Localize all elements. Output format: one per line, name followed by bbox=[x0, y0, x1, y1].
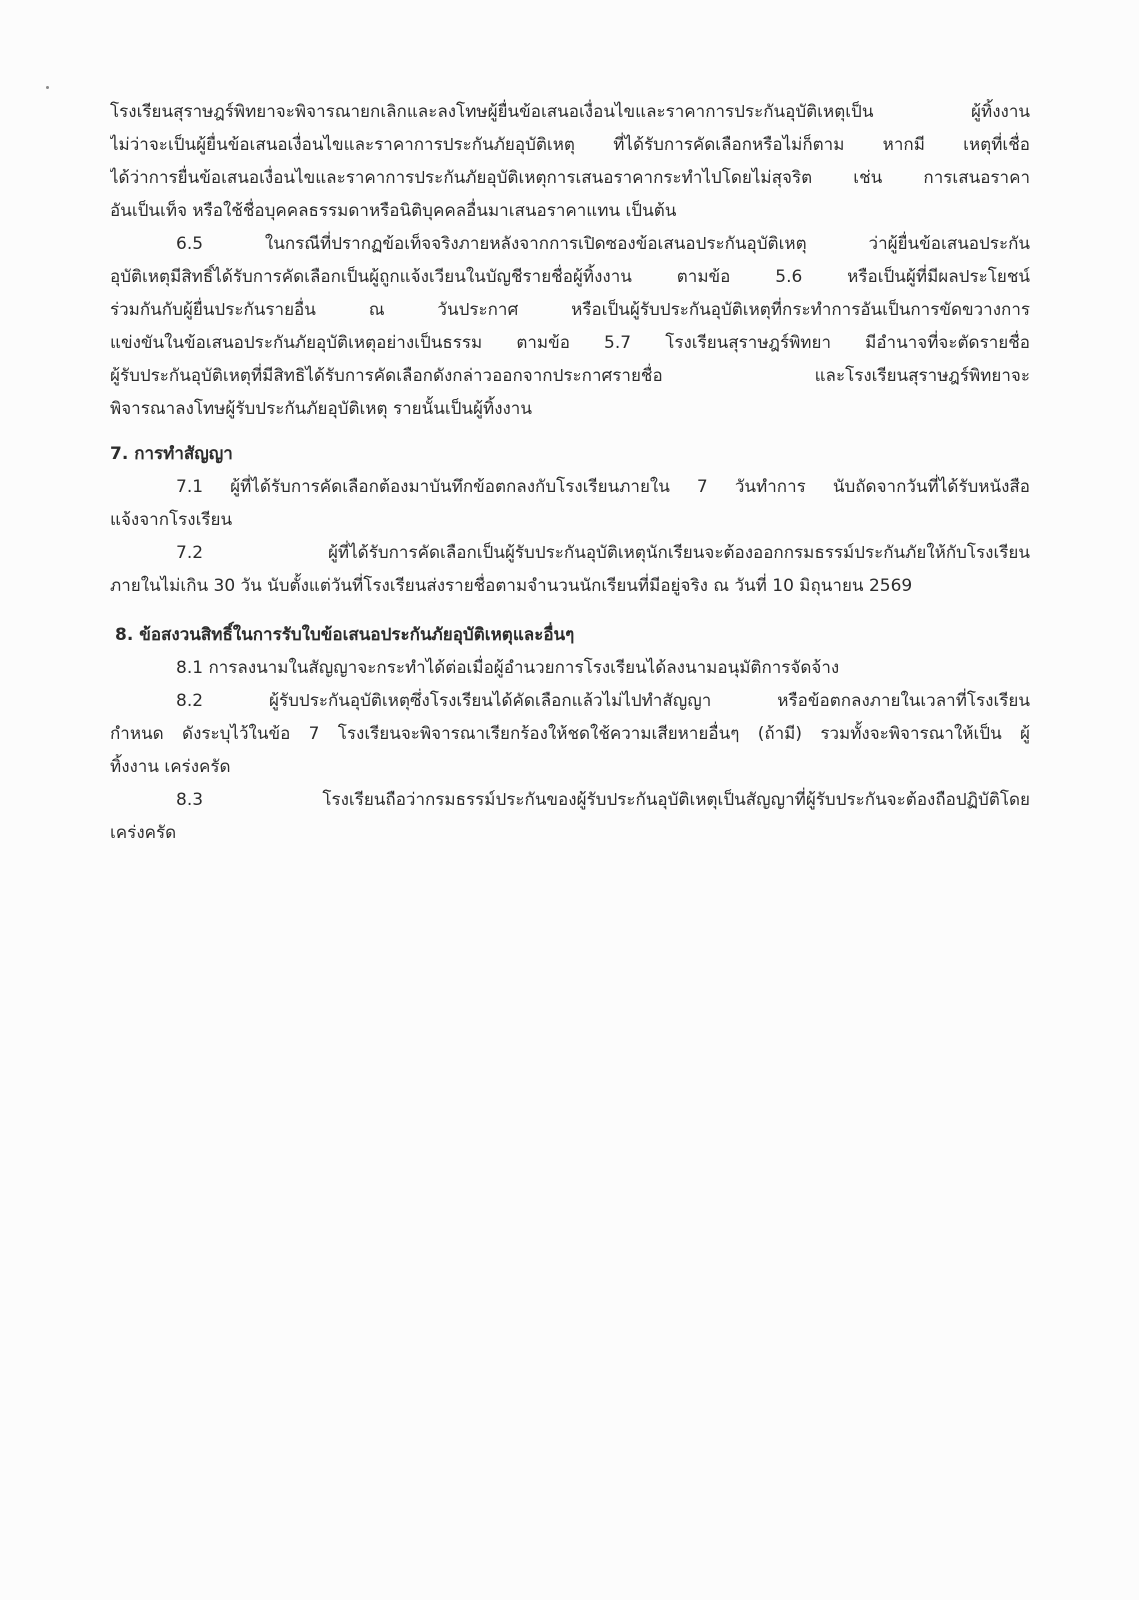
text-line: 7.1 ผู้ที่ได้รับการคัดเลือกต้องมาบันทึกข้อตกลงกับโรงเรียนภายใน 7 วันทำการ นับถัดจากวันที่ได้รับหนังสือ bbox=[176, 477, 1030, 497]
text-line: ได้ว่าการยื่นข้อเสนอเงื่อนไขและราคาการประกันภัยอุบัติเหตุการเสนอราคากระทำไปโดยไม่สุจริต เช่น การเสนอราคา bbox=[110, 168, 1030, 188]
text-line: 8.3 โรงเรียนถือว่ากรมธรรม์ประกันของผู้รับประกันอุบัติเหตุเป็นสัญญาที่ผู้รับประกันจะต้องถือปฏิบัติโดย bbox=[176, 790, 1030, 810]
paragraph-6-4 bbox=[110, 96, 1030, 228]
item-7-2 bbox=[110, 537, 1030, 603]
text-line: 8.1 การลงนามในสัญญาจะกระทำได้ต่อเมื่อผู้อำนวยการโรงเรียนได้ลงนามอนุมัติการจัดจ้าง bbox=[176, 658, 840, 678]
text-line: แข่งขันในข้อเสนอประกันภัยอุบัติเหตุอย่างเป็นธรรม ตามข้อ 5.7 โรงเรียนสุราษฎร์พิทยา มีอำนาจที่จะตัดรายชื่อ bbox=[110, 333, 1030, 353]
text-line: เคร่งครัด bbox=[110, 823, 177, 843]
paragraph-6-5 bbox=[110, 228, 1030, 426]
item-8-1 bbox=[110, 652, 1030, 685]
section-heading: 7. การทำสัญญา bbox=[110, 444, 233, 464]
text-line: กำหนด ดังระบุไว้ในข้อ 7 โรงเรียนจะพิจารณาเรียกร้องให้ชดใช้ความเสียหายอื่นๆ (ถ้ามี) รวมทั้งจะพิจารณาให้เป็น ผู้ bbox=[110, 724, 1030, 744]
section-8 bbox=[110, 619, 1030, 850]
item-8-3 bbox=[110, 784, 1030, 850]
section-heading: 8. ข้อสงวนสิทธิ์ในการรับใบข้อเสนอประกันภัยอุบัติเหตุและอื่นๆ bbox=[115, 625, 575, 645]
text-line: ผู้รับประกันอุบัติเหตุที่มีสิทธิได้รับการคัดเลือกดังกล่าวออกจากประกาศรายชื่อ และโรงเรียนสุราษฎร์พิทยาจะ bbox=[110, 366, 1030, 386]
text-line: ร่วมกันกับผู้ยื่นประกันรายอื่น ณ วันประกาศ หรือเป็นผู้รับประกันอุบัติเหตุที่กระทำการอันเป็นการขัดขวางการ bbox=[110, 300, 1030, 320]
text-line: ทิ้งงาน เคร่งครัด bbox=[110, 757, 231, 777]
text-line: อุบัติเหตุมีสิทธิ์ได้รับการคัดเลือกเป็นผู้ถูกแจ้งเวียนในบัญชีรายชื่อผู้ทิ้งงาน ตามข้อ 5.6 หรือเป็นผู้ที่มีผลประโยชน์ bbox=[110, 267, 1030, 287]
section-7 bbox=[110, 438, 1030, 603]
text-line: ไม่ว่าจะเป็นผู้ยื่นข้อเสนอเงื่อนไขและราคาการประกันภัยอุบัติเหตุ ที่ได้รับการคัดเลือกหรือไม่ก็ตาม หากมี เหตุที่เชื่อ bbox=[110, 135, 1030, 155]
text-line: อันเป็นเท็จ หรือใช้ชื่อบุคคลธรรมดาหรือนิติบุคคลอื่นมาเสนอราคาแทน เป็นต้น bbox=[110, 201, 677, 221]
text-line: พิจารณาลงโทษผู้รับประกันภัยอุบัติเหตุ รายนั้นเป็นผู้ทิ้งงาน bbox=[110, 399, 532, 419]
document-body bbox=[110, 96, 1030, 850]
item-8-2 bbox=[110, 685, 1030, 784]
text-line: แจ้งจากโรงเรียน bbox=[110, 510, 233, 530]
text-line: ภายในไม่เกิน 30 วัน นับตั้งแต่วันที่โรงเรียนส่งรายชื่อตามจำนวนนักเรียนที่มีอยู่จริง ณ วันที่ 10 มิถุนายน 2569 bbox=[110, 576, 913, 596]
text-line: โรงเรียนสุราษฎร์พิทยาจะพิจารณายกเลิกและลงโทษผู้ยื่นข้อเสนอเงื่อนไขและราคาการประกันอุบัติเหตุเป็น ผู้ทิ้งงาน bbox=[110, 102, 1030, 122]
text-line: 8.2 ผู้รับประกันอุบัติเหตุซึ่งโรงเรียนได้คัดเลือกแล้วไม่ไปทำสัญญา หรือข้อตกลงภายในเวลาที่โรงเรียน bbox=[176, 691, 1030, 711]
text-line: 6.5 ในกรณีที่ปรากฏข้อเท็จจริงภายหลังจากการเปิดซองข้อเสนอประกันอุบัติเหตุ ว่าผู้ยื่นข้อเสนอประกัน bbox=[176, 234, 1030, 254]
text-line: 7.2 ผู้ที่ได้รับการคัดเลือกเป็นผู้รับประกันอุบัติเหตุนักเรียนจะต้องออกกรมธรรม์ประกันภัยให้กับโรงเรียน bbox=[176, 543, 1030, 563]
scan-speck bbox=[46, 86, 49, 89]
item-7-1 bbox=[110, 471, 1030, 537]
